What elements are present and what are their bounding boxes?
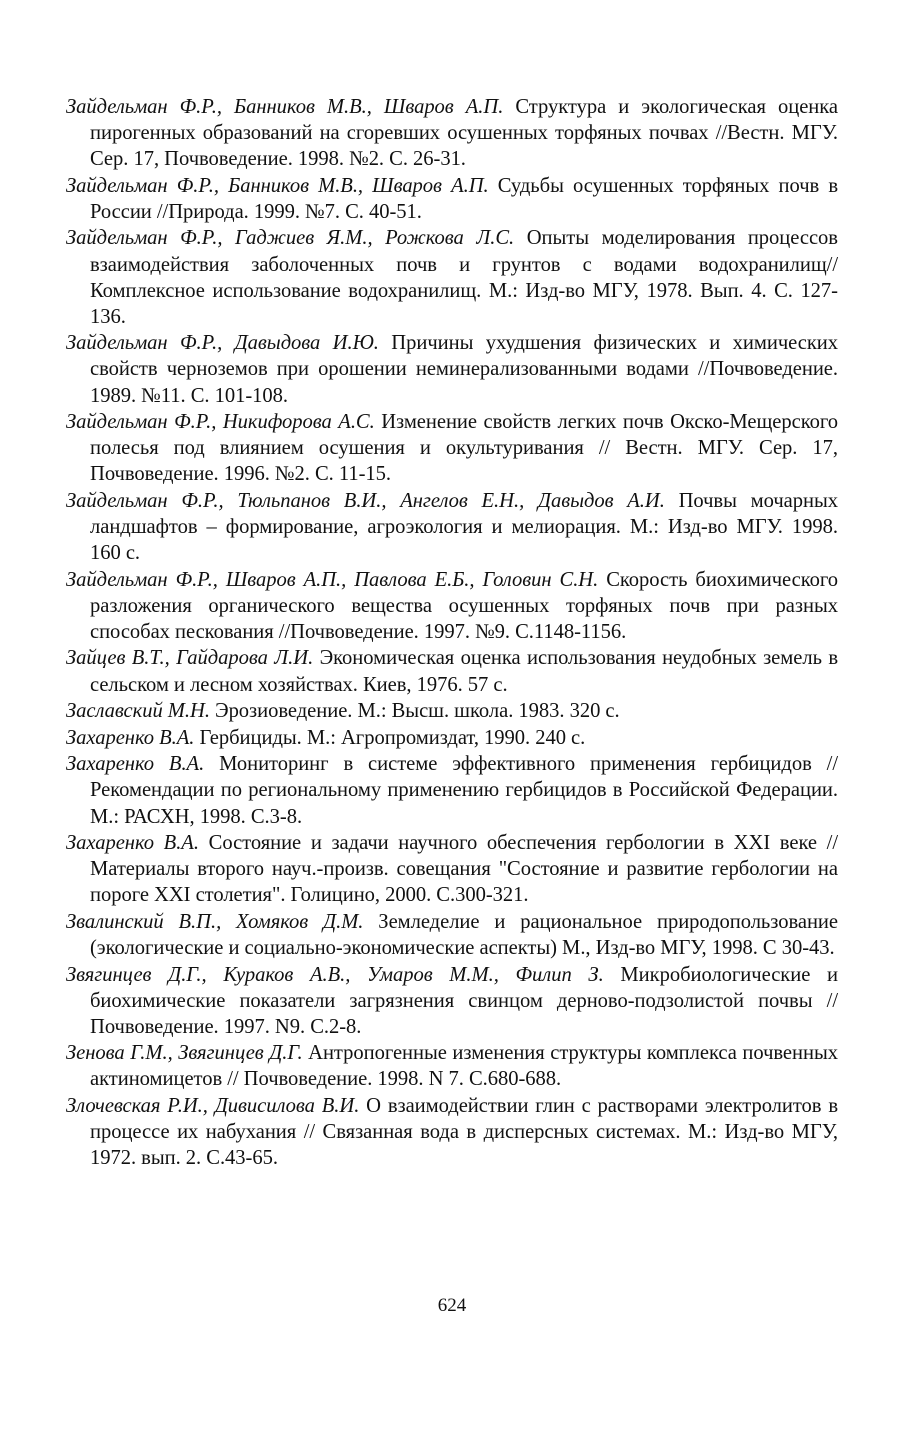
reference-author: Зенова Г.М., Звягинцев Д.Г. (66, 1042, 303, 1065)
reference-text: Состояние и задачи научного обеспечения гербологии в XXI веке // Материалы второго науч.-произв. совещания "Состояние и развитие гербологии на пороге XXI столетия". Голицино, 2000. С.300-321. (90, 832, 838, 907)
reference-text: Структура и экологическая оценка пирогенных образований на сгоревших осушенных торфяных почвах //Вестн. МГУ. Сер. 17, Почвоведение. 1998. №2. С. 26-31. (90, 96, 838, 171)
reference-author: Злочевская Р.И., Дивисилова В.И. (66, 1095, 360, 1118)
reference-text: Опыты моделирования процессов взаимодействия заболоченных почв и грунтов с водами водохранилищ// Комплексное использование водохранилищ. М.: Изд-во МГУ, 1978. Вып. 4. С. 127-136. (90, 227, 838, 328)
reference-entry (66, 698, 838, 724)
reference-text: Экономическая оценка использования неудобных земель в сельском и лесном хозяйствах. Киев, 1976. 57 с. (90, 647, 838, 696)
reference-entry (66, 725, 838, 751)
reference-entry (66, 225, 838, 329)
reference-author: Зайдельман Ф.Р., Банников М.В., Шваров А.П. (66, 174, 489, 197)
reference-author: Заславский М.Н. (66, 700, 210, 723)
reference-text: Гербициды. М.: Агропромиздат, 1990. 240 с. (194, 726, 586, 749)
reference-entry (66, 962, 838, 1040)
reference-text: О взаимодействии глин с растворами электролитов в процессе их набухания // Связанная вода в дисперсных системах. М.: Изд-во МГУ, 1972. вып. 2. С.43-65. (90, 1095, 838, 1170)
reference-author: Захаренко В.А. (66, 753, 205, 776)
reference-entry (66, 909, 838, 961)
reference-author: Захаренко В.А. (66, 726, 195, 749)
reference-author: Звягинцев Д.Г., Кураков А.В., Умаров М.М., Филип З. (66, 963, 604, 986)
reference-author: Звалинский В.П., Хомяков Д.М. (66, 910, 364, 933)
reference-text: Мониторинг в системе эффективного применения гербицидов // Рекомендации по региональному применению гербицидов в Российской Федерации. М.: РАСХН, 1998. С.3-8. (90, 753, 838, 828)
reference-entry (66, 751, 838, 829)
reference-text: Судьбы осушенных торфяных почв в России //Природа. 1999. №7. С. 40-51. (90, 174, 838, 223)
reference-entry (66, 94, 838, 172)
reference-entry (66, 409, 838, 487)
reference-entry (66, 1040, 838, 1092)
reference-author: Зайдельман Ф.Р., Гаджиев Я.М., Рожкова Л.С. (66, 227, 515, 250)
reference-author: Зайдельман Ф.Р., Шваров А.П., Павлова Е.Б., Головин С.Н. (66, 568, 599, 591)
reference-entry (66, 567, 838, 645)
reference-entry (66, 1093, 838, 1171)
reference-author: Зайдельман Ф.Р., Тюльпанов В.И., Ангелов Е.Н., Давыдов А.И. (66, 489, 665, 512)
page-number: 624 (437, 1295, 467, 1316)
reference-entry (66, 830, 838, 908)
reference-text: Микробиологические и биохимические показатели загрязнения свинцом дерново-подзолистой почвы // Почвоведение. 1997. N9. С.2-8. (90, 963, 838, 1038)
reference-list (66, 94, 838, 1171)
reference-text: Почвы мочарных ландшафтов – формирование, агроэкология и мелиорация. М.: Изд-во МГУ. 1998. 160 с. (90, 489, 838, 565)
reference-text: Скорость биохимического разложения органического вещества осушенных торфяных почв при разных способах пескования //Почвоведение. 1997. №9. С.1148-1156. (90, 568, 838, 643)
reference-entry (66, 173, 838, 225)
reference-author: Захаренко В.А. (66, 832, 199, 855)
reference-text: Земледелие и рациональное природопользование (экологические и социально-экономические аспекты) М., Изд-во МГУ, 1998. С 30-43. (90, 910, 838, 959)
reference-text: Причины ухудшения физических и химических свойств черноземов при орошении неминерализованными водами //Почвоведение. 1989. №11. С. 101-108. (90, 332, 838, 407)
reference-entry (66, 645, 838, 697)
reference-author: Зайдельман Ф.Р., Банников М.В., Шваров А.П. (66, 96, 504, 118)
reference-text: Антропогенные изменения структуры комплекса почвенных актиномицетов // Почвоведение. 1998. N 7. С.680-688. (90, 1042, 838, 1091)
reference-text: Эрозиоведение. М.: Высш. школа. 1983. 320 с. (209, 700, 620, 723)
reference-author: Зайцев В.Т., Гайдарова Л.И. (66, 647, 314, 670)
reference-author: Зайдельман Ф.Р., Давыдова И.Ю. (66, 332, 379, 355)
reference-entry (66, 488, 838, 566)
reference-entry (66, 330, 838, 408)
reference-text: Изменение свойств легких почв Окско-Мещерского полесья под влиянием осушения и окультуривания // Вестн. МГУ. Сер. 17, Почвоведение. 1996. №2. С. 11-15. (90, 411, 838, 486)
reference-author: Зайдельман Ф.Р., Никифорова А.С. (66, 411, 375, 434)
